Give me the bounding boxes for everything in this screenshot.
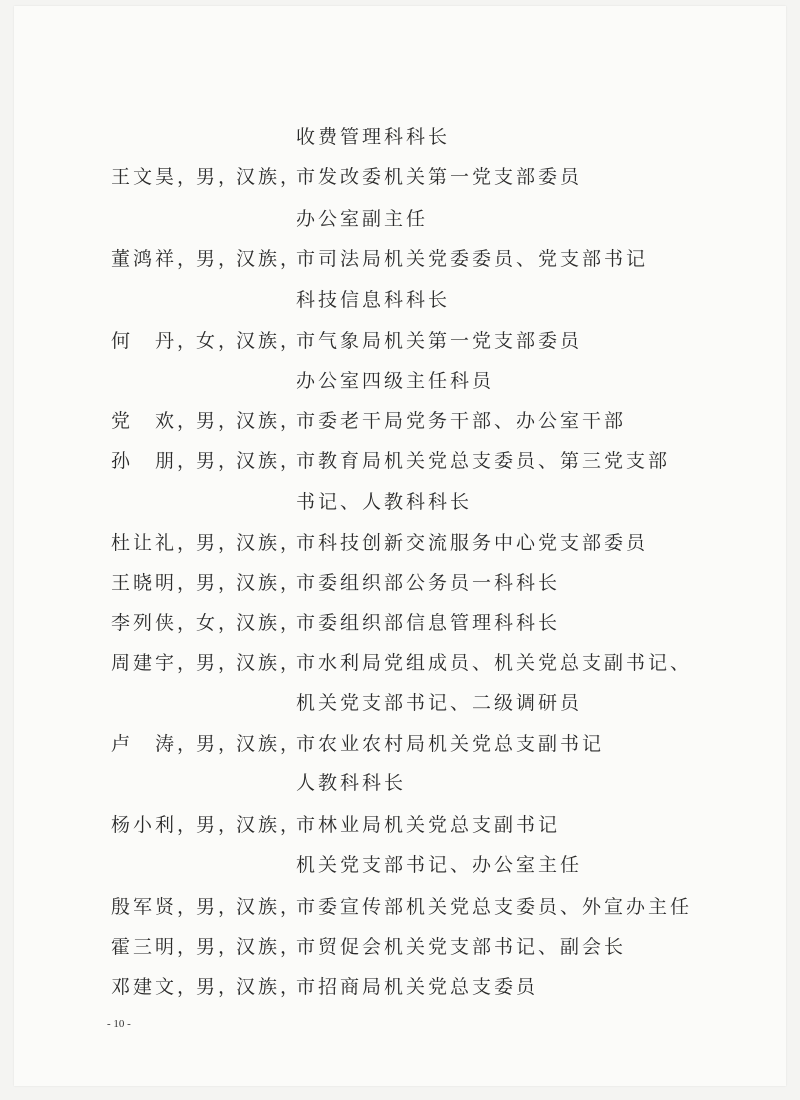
member-gender: 男， — [196, 936, 241, 958]
member-ethnicity: 汉族， — [236, 450, 303, 472]
member-name: 孙 朋， — [111, 450, 200, 472]
member-name: 何 丹， — [111, 330, 200, 352]
position-continuation — [0, 688, 800, 718]
position-continuation — [0, 850, 800, 880]
member-position: 市科技创新交流服务中心党支部委员 — [296, 532, 649, 554]
member-entry — [0, 729, 800, 759]
member-ethnicity: 汉族， — [236, 896, 303, 918]
member-gender: 男， — [196, 410, 241, 432]
member-gender: 男， — [196, 976, 241, 998]
member-ethnicity: 汉族， — [236, 532, 303, 554]
member-ethnicity: 汉族， — [236, 936, 303, 958]
member-name: 杨小利， — [111, 814, 200, 836]
member-gender: 男， — [196, 248, 241, 270]
member-gender: 男， — [196, 450, 241, 472]
member-ethnicity: 汉族， — [236, 976, 303, 998]
member-position: 市委宣传部机关党总支委员、外宣办主任 — [296, 896, 693, 918]
member-name: 李列侠， — [111, 612, 200, 634]
member-entry — [0, 892, 800, 922]
member-entry — [0, 810, 800, 840]
member-name: 殷军贤， — [111, 896, 200, 918]
member-entry — [0, 326, 800, 356]
member-ethnicity: 汉族， — [236, 814, 303, 836]
member-name: 王晓明， — [111, 572, 200, 594]
member-position: 市教育局机关党总支委员、第三党支部 — [296, 450, 671, 472]
position-continuation-text: 人教科科长 — [296, 772, 407, 794]
member-entry — [0, 528, 800, 558]
position-continuation-text: 书记、人教科科长 — [296, 491, 473, 513]
position-continuation — [0, 285, 800, 315]
member-position: 市气象局机关第一党支部委员 — [296, 330, 583, 352]
member-ethnicity: 汉族， — [236, 410, 303, 432]
member-position: 市水利局党组成员、机关党总支副书记、 — [296, 652, 693, 674]
position-continuation-text: 机关党支部书记、二级调研员 — [296, 692, 583, 714]
member-gender: 女， — [196, 330, 241, 352]
member-ethnicity: 汉族， — [236, 248, 303, 270]
member-entry — [0, 648, 800, 678]
position-continuation — [0, 366, 800, 396]
member-entry — [0, 568, 800, 598]
member-name: 党 欢， — [111, 410, 200, 432]
member-position: 市委组织部信息管理科科长 — [296, 612, 561, 634]
member-name: 霍三明， — [111, 936, 200, 958]
member-name: 邓建文， — [111, 976, 200, 998]
member-entry — [0, 608, 800, 638]
member-position: 市发改委机关第一党支部委员 — [296, 166, 583, 188]
page-number: - 10 - — [107, 1018, 131, 1030]
position-continuation-text: 科技信息科科长 — [296, 289, 451, 311]
member-position: 市林业局机关党总支副书记 — [296, 814, 561, 836]
position-continuation — [0, 204, 800, 234]
member-ethnicity: 汉族， — [236, 330, 303, 352]
member-entry — [0, 972, 800, 1002]
member-gender: 男， — [196, 733, 241, 755]
position-continuation-text: 收费管理科科长 — [296, 126, 451, 148]
member-entry — [0, 162, 800, 192]
position-continuation-text: 办公室副主任 — [296, 208, 429, 230]
member-gender: 男， — [196, 532, 241, 554]
member-gender: 男， — [196, 896, 241, 918]
member-entry — [0, 406, 800, 436]
member-gender: 男， — [196, 652, 241, 674]
member-gender: 女， — [196, 612, 241, 634]
member-gender: 男， — [196, 814, 241, 836]
position-continuation — [0, 487, 800, 517]
member-position: 市农业农村局机关党总支副书记 — [296, 733, 605, 755]
member-name: 周建宇， — [111, 652, 200, 674]
member-entry — [0, 446, 800, 476]
member-position: 市贸促会机关党支部书记、副会长 — [296, 936, 627, 958]
member-entry — [0, 244, 800, 274]
member-ethnicity: 汉族， — [236, 166, 303, 188]
member-name: 王文昊， — [111, 166, 200, 188]
member-ethnicity: 汉族， — [236, 572, 303, 594]
position-continuation-text: 办公室四级主任科员 — [296, 370, 495, 392]
member-ethnicity: 汉族， — [236, 652, 303, 674]
member-gender: 男， — [196, 166, 241, 188]
member-name: 杜让礼， — [111, 532, 200, 554]
member-position: 市司法局机关党委委员、党支部书记 — [296, 248, 649, 270]
member-gender: 男， — [196, 572, 241, 594]
member-entry — [0, 932, 800, 962]
member-position: 市委老干局党务干部、办公室干部 — [296, 410, 627, 432]
member-name: 董鸿祥， — [111, 248, 200, 270]
position-continuation — [0, 122, 800, 152]
member-position: 市招商局机关党总支委员 — [296, 976, 539, 998]
member-position: 市委组织部公务员一科科长 — [296, 572, 561, 594]
position-continuation — [0, 768, 800, 798]
member-ethnicity: 汉族， — [236, 612, 303, 634]
member-name: 卢 涛， — [111, 733, 200, 755]
member-ethnicity: 汉族， — [236, 733, 303, 755]
position-continuation-text: 机关党支部书记、办公室主任 — [296, 854, 583, 876]
